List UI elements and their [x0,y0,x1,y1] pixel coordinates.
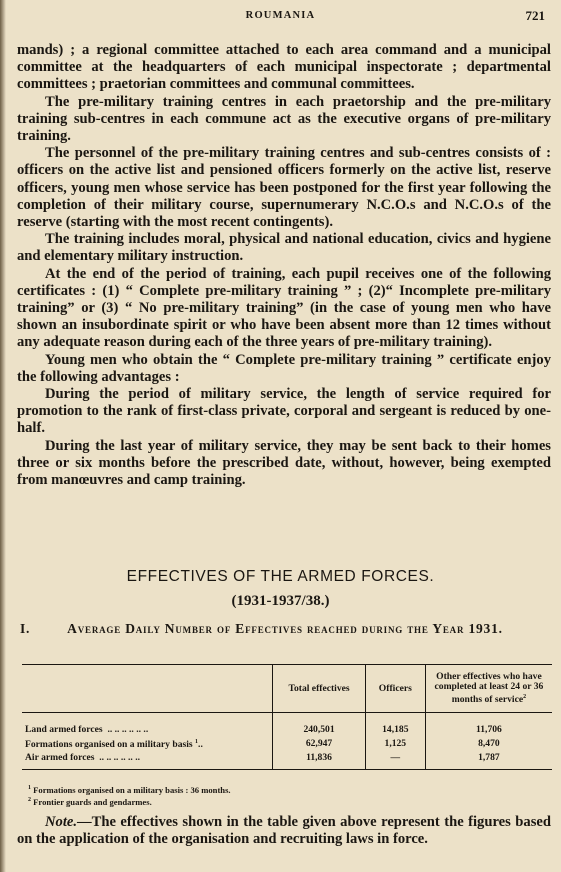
table-number: I. [20,621,31,636]
table-heading-text: Average Daily Number of Effectives reached during the Year 1931. [67,621,503,636]
paragraph: mands) ; a regional committee attached to each area command and a municipal committee at the headquarters of each municipal inspectorate ; departmental committees ; praetorian committees and communal committees. [17,42,551,93]
cell-other: 1,787 [425,751,552,770]
footnote-ref: 2 [523,693,527,700]
table-heading [20,620,550,638]
paragraph: The training includes moral, physical and national education, civics and hygiene and elementary military instruction. [17,231,551,265]
column-header [22,665,273,713]
page-number: 721 [525,8,545,23]
section-subtitle: (1931-1937/38.) [231,593,330,609]
row-category: Air armed forces .. .. .. .. .. .. [25,751,141,763]
cell-other: 8,470 [425,736,552,751]
column-header: Total effectives [273,665,366,713]
page-gutter-shadow [0,0,6,872]
paragraph: During the last year of military service, they may be sent back to their homes three or six months before the prescribed date, without, however, being exempted from manœuvres and camp training. [17,437,551,489]
cell-total: 62,947 [273,736,366,751]
cell-officers: 1,125 [365,736,425,751]
page-header [0,8,561,24]
body-text [17,42,551,489]
column-header [425,665,552,713]
footnote: $^1$ Formations organised on a military basis : 36 months. [28,784,231,795]
column-header: Officers [365,665,425,713]
cell-officers: 14,185 [365,723,425,736]
cell-other: 11,706 [425,723,552,736]
note-text: —The effectives shown in the table given above represent the figures based on the application of the organisation and recruiting laws in force. [17,814,551,848]
table-row [22,751,552,770]
row-category: Formations organised on a military basis $^1$.. [25,738,203,750]
paragraph: The pre-military training centres in each praetorship and the pre-military training sub-centres in each commune act as the executive organs of pre-military training. [17,93,551,145]
footnotes [28,783,231,808]
paragraph: The personnel of the pre-military training centres and sub-centres consists of : officers on the active list and pensioned officers formerly on the active list, reserve officers, young men whose service has been postponed for the first year following the completion of their military course, supernumerary N.C.O.s and N.C.O.s of the reserve (starting with the most recent contingents). [17,145,551,231]
cell-total: 240,501 [273,723,366,736]
paragraph: Young men who obtain the “ Complete pre-military training ” certificate enjoy the following advantages : [17,351,551,385]
row-category: Land armed forces .. .. .. .. .. .. [25,723,149,735]
paragraph: During the period of military service, the length of service required for promotion to the rank of first-class private, corporal and sergeant is reduced by one-half. [17,386,551,437]
footnote: $^2$ Frontier guards and gendarmes. [28,797,152,808]
section-title: EFFECTIVES OF THE ARMED FORCES. [126,568,435,585]
effectives-table [22,664,552,770]
table-row [22,723,552,736]
note-label: Note. [45,814,78,830]
table-header-row [22,665,552,713]
footnote-ref: 1 [195,738,199,745]
cell-officers: — [365,751,425,770]
note-paragraph [17,814,551,848]
running-head: ROUMANIA [245,10,316,21]
cell-total: 11,836 [273,751,366,770]
paragraph: At the end of the period of training, each pupil receives one of the following certificates : (1) “ Complete pre-military training ” ; (2)“ Incomplete pre-military training” or (3) “ No pre-military training” (in the case of young men who have shown an insubordinate spirit or who have been absent more than 12 times without any adequate reason during each of the three years of pre-military training). [17,265,551,351]
table-row [22,736,552,751]
column-header-text: Other effectives who have completed at least 24 or 36 months of service [434,670,544,706]
